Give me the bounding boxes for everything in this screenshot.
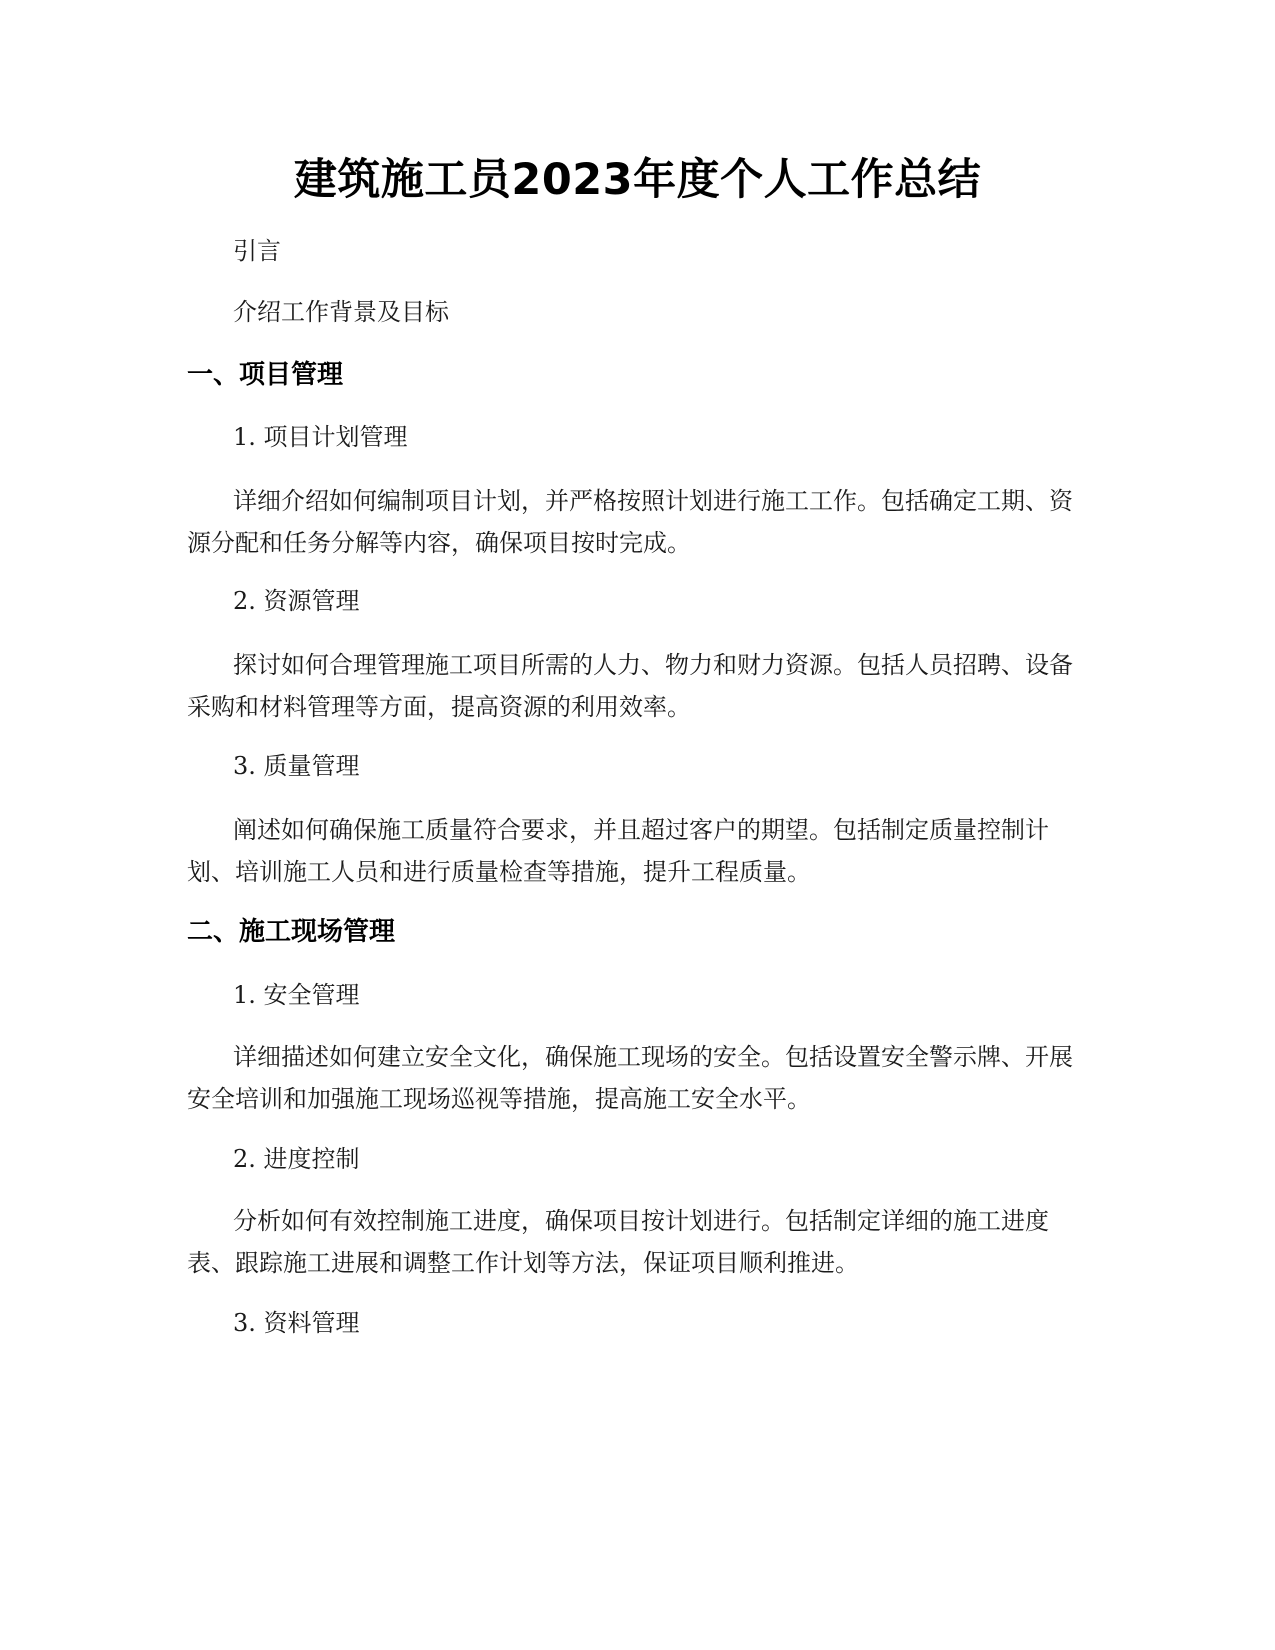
subsection-label: 3. 资料管理 (233, 1309, 360, 1337)
paragraph: 探讨如何合理管理施工项目所需的人力、物力和财力资源。包括人员招聘、设备采购和材料管理等方面，提高资源的利用效率。 (187, 651, 1073, 721)
document-title: 建筑施工员2023年度个人工作总结 (293, 155, 982, 205)
subsection-label: 3. 质量管理 (233, 752, 360, 780)
subsection-label: 2. 进度控制 (233, 1145, 360, 1173)
paragraph: 分析如何有效控制施工进度，确保项目按计划进行。包括制定详细的施工进度表、跟踪施工进展和调整工作计划等方法，保证项目顺利推进。 (187, 1207, 1049, 1277)
subsection-label: 2. 资源管理 (233, 587, 360, 615)
subsection-label: 1. 安全管理 (233, 981, 360, 1009)
section-heading-site-management: 二、施工现场管理 (187, 917, 396, 947)
paragraph: 详细描述如何建立安全文化，确保施工现场的安全。包括设置安全警示牌、开展安全培训和加强施工现场巡视等措施，提高施工安全水平。 (187, 1043, 1073, 1113)
paragraph: 详细介绍如何编制项目计划，并严格按照计划进行施工工作。包括确定工期、资源分配和任务分解等内容，确保项目按时完成。 (187, 487, 1073, 557)
intro-heading: 引言 (233, 237, 281, 265)
intro-text: 介绍工作背景及目标 (233, 298, 449, 326)
section-heading-project-management: 一、项目管理 (187, 360, 344, 390)
paragraph: 阐述如何确保施工质量符合要求，并且超过客户的期望。包括制定质量控制计划、培训施工人员和进行质量检查等措施，提升工程质量。 (187, 816, 1049, 886)
subsection-label: 1. 项目计划管理 (233, 423, 408, 451)
